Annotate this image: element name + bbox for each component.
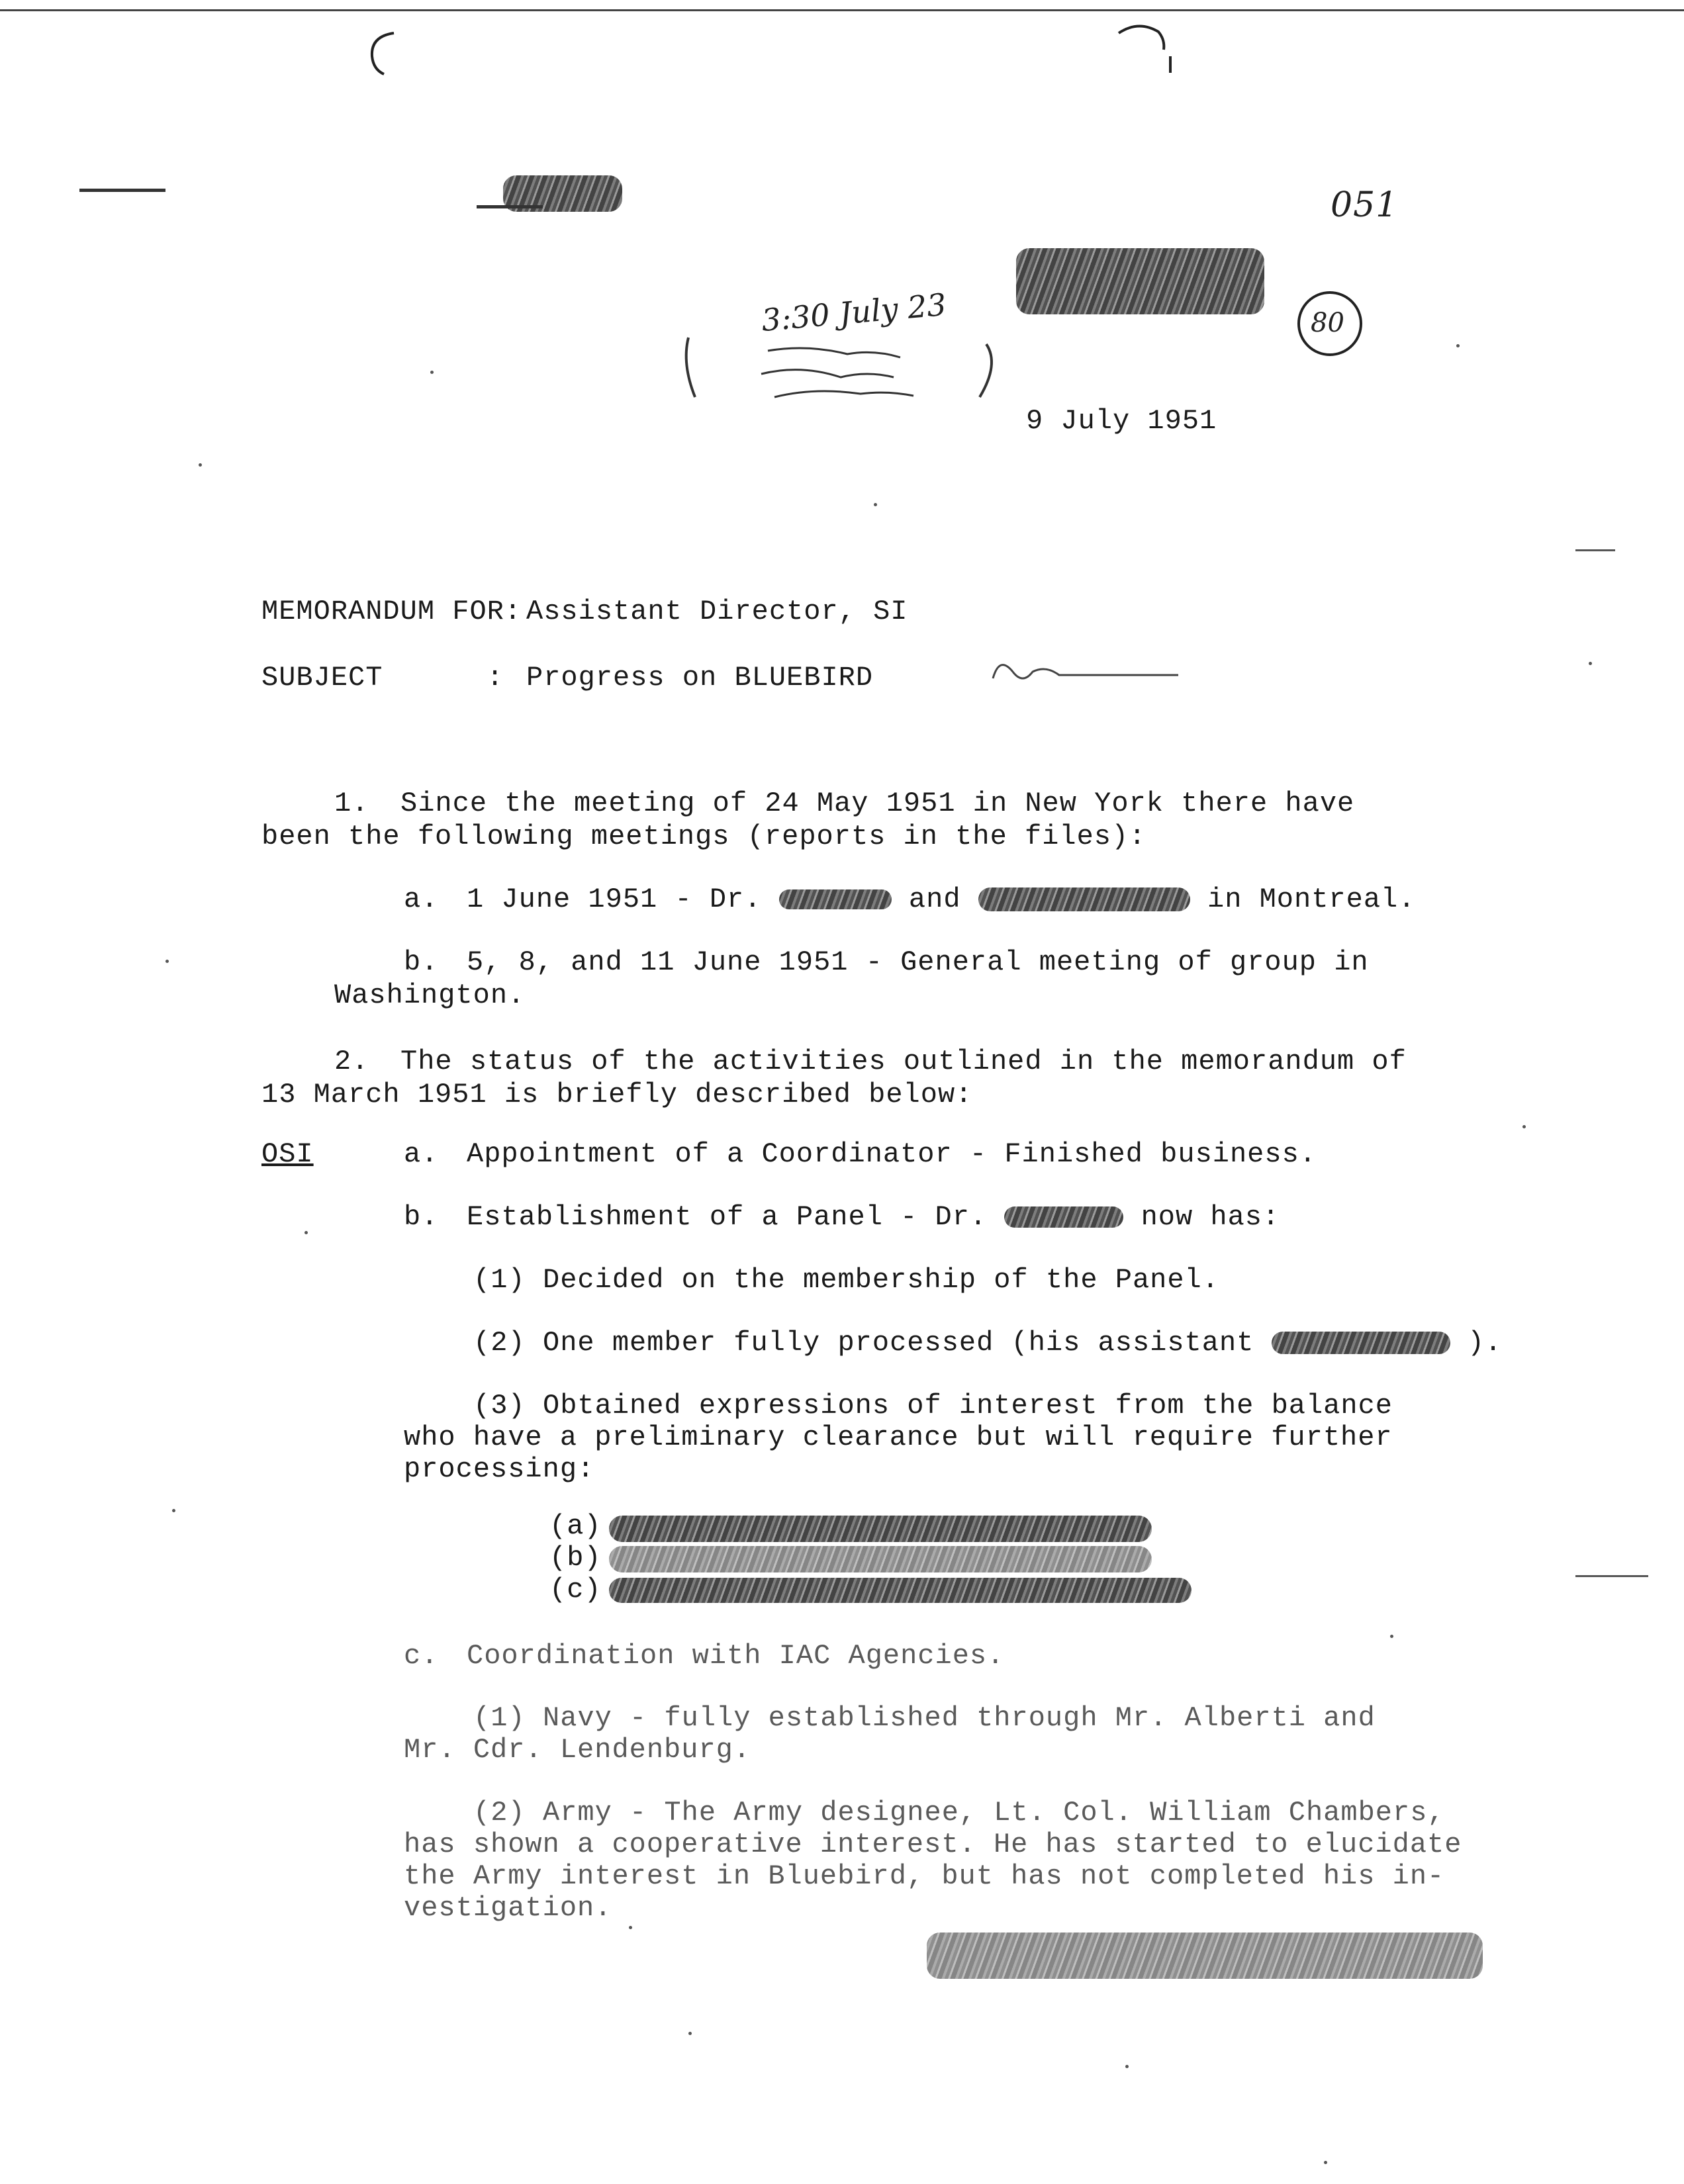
p2b2-text-start: One member fully processed (his assistant bbox=[543, 1327, 1254, 1359]
p1a-text-end: in Montreal. bbox=[1207, 884, 1416, 915]
subject-text: Progress on BLUEBIRD bbox=[526, 662, 874, 694]
p2b3-line2: who have a preliminary clearance but will require further bbox=[404, 1422, 1393, 1453]
p2-line1: The status of the activities outlined in the memorandum of bbox=[400, 1046, 1407, 1077]
margin-dash-right bbox=[1575, 1575, 1648, 1577]
file-number: 051 bbox=[1331, 185, 1399, 225]
memo-date: 9 July 1951 bbox=[1026, 405, 1217, 437]
p2b-redaction bbox=[1004, 1206, 1123, 1228]
margin-dash-right-top bbox=[1575, 549, 1615, 551]
p2c-text: Coordination with IAC Agencies. bbox=[467, 1640, 1005, 1672]
scan-speck bbox=[629, 1926, 632, 1929]
hole-mark-right-icon bbox=[1112, 20, 1178, 79]
p2c2-line3: the Army interest in Bluebird, but has not completed his in- bbox=[404, 1860, 1445, 1892]
p2b1-label: (1) bbox=[473, 1264, 526, 1296]
list-item-c-redaction bbox=[609, 1578, 1192, 1603]
subject-separator: : bbox=[487, 662, 504, 694]
p1a-text bbox=[467, 884, 1415, 915]
scan-speck bbox=[874, 503, 877, 506]
hole-mark-left-icon bbox=[357, 26, 410, 79]
memo-for-recipient: Assistant Director, SI bbox=[526, 596, 908, 627]
p2b2-redaction bbox=[1272, 1332, 1450, 1354]
handwritten-note: 3:30 July 23 bbox=[760, 286, 948, 339]
list-item-c-label: (c) bbox=[549, 1574, 602, 1606]
p1a-text-mid: and bbox=[908, 884, 961, 915]
scan-speck bbox=[1324, 2161, 1327, 2164]
p2b-text-end: now has: bbox=[1141, 1201, 1280, 1233]
scan-speck bbox=[1125, 2065, 1129, 2068]
scan-speck bbox=[172, 1509, 175, 1512]
subject-label: SUBJECT bbox=[261, 662, 383, 694]
p2c2-line1: Army - The Army designee, Lt. Col. William Chambers, bbox=[543, 1797, 1445, 1829]
handwritten-scribble-icon bbox=[675, 324, 1006, 417]
p2b2-text-end: ). bbox=[1467, 1327, 1503, 1359]
p1b-line1: 5, 8, and 11 June 1951 - General meeting of group in bbox=[467, 946, 1369, 978]
p2c-label: c. bbox=[404, 1640, 439, 1672]
p2a-text: Appointment of a Coordinator - Finished business. bbox=[467, 1138, 1317, 1170]
p1-line2: been the following meetings (reports in the files): bbox=[261, 821, 1146, 852]
p2c2-line2: has shown a cooperative interest. He has started to elucidate bbox=[404, 1829, 1462, 1860]
p2b3-line3: processing: bbox=[404, 1453, 595, 1485]
p2b-text bbox=[467, 1201, 1280, 1233]
header-redaction bbox=[1016, 248, 1264, 314]
signature-scribble-icon bbox=[986, 652, 1185, 698]
list-item-b-redaction bbox=[609, 1546, 1152, 1572]
margin-dash bbox=[79, 189, 165, 192]
p1a-redaction-1 bbox=[779, 889, 892, 909]
p2c1-line2: Mr. Cdr. Lendenburg. bbox=[404, 1734, 751, 1766]
p2b2-text bbox=[543, 1327, 1502, 1359]
scan-speck bbox=[1589, 662, 1592, 665]
scan-speck bbox=[1522, 1125, 1526, 1128]
circled-number: 80 bbox=[1311, 308, 1344, 338]
p1b-label: b. bbox=[404, 946, 439, 978]
osi-margin-label: OSI bbox=[261, 1138, 314, 1170]
p1b-line2: Washington. bbox=[334, 979, 526, 1011]
p2b-label: b. bbox=[404, 1201, 439, 1233]
list-item-a-redaction bbox=[609, 1516, 1152, 1542]
p1a-text-start: 1 June 1951 - Dr. bbox=[467, 884, 762, 915]
p1a-redaction-2 bbox=[978, 887, 1190, 911]
p2-number: 2. bbox=[334, 1046, 369, 1077]
list-item-a-label: (a) bbox=[549, 1510, 602, 1542]
p2c2-label: (2) bbox=[473, 1797, 526, 1829]
p2b1-text: Decided on the membership of the Panel. bbox=[543, 1264, 1219, 1296]
scan-speck bbox=[199, 463, 202, 467]
p2b3-line1: Obtained expressions of interest from the balance bbox=[543, 1390, 1393, 1422]
top-border-line bbox=[0, 9, 1684, 11]
top-redaction-dash bbox=[477, 205, 543, 208]
list-item-b-label: (b) bbox=[549, 1542, 602, 1574]
scan-speck bbox=[304, 1231, 308, 1234]
scan-speck bbox=[165, 960, 169, 963]
p2-line2: 13 March 1951 is briefly described below: bbox=[261, 1079, 973, 1111]
scan-speck bbox=[1390, 1635, 1393, 1638]
bottom-redaction bbox=[927, 1933, 1483, 1979]
p1-number: 1. bbox=[334, 788, 369, 819]
p2c1-label: (1) bbox=[473, 1702, 526, 1734]
p2b2-label: (2) bbox=[473, 1327, 526, 1359]
p1-line1: Since the meeting of 24 May 1951 in New York there have bbox=[400, 788, 1355, 819]
scan-speck bbox=[430, 371, 434, 374]
p1a-label: a. bbox=[404, 884, 439, 915]
scan-speck bbox=[688, 2032, 692, 2035]
p2b3-label: (3) bbox=[473, 1390, 526, 1422]
p2a-label: a. bbox=[404, 1138, 439, 1170]
memo-for-label: MEMORANDUM FOR: bbox=[261, 596, 522, 627]
p2b-text-start: Establishment of a Panel - Dr. bbox=[467, 1201, 988, 1233]
p2c2-line4: vestigation. bbox=[404, 1892, 612, 1924]
p2c1-line1: Navy - fully established through Mr. Alberti and bbox=[543, 1702, 1376, 1734]
scan-speck bbox=[1456, 344, 1460, 347]
